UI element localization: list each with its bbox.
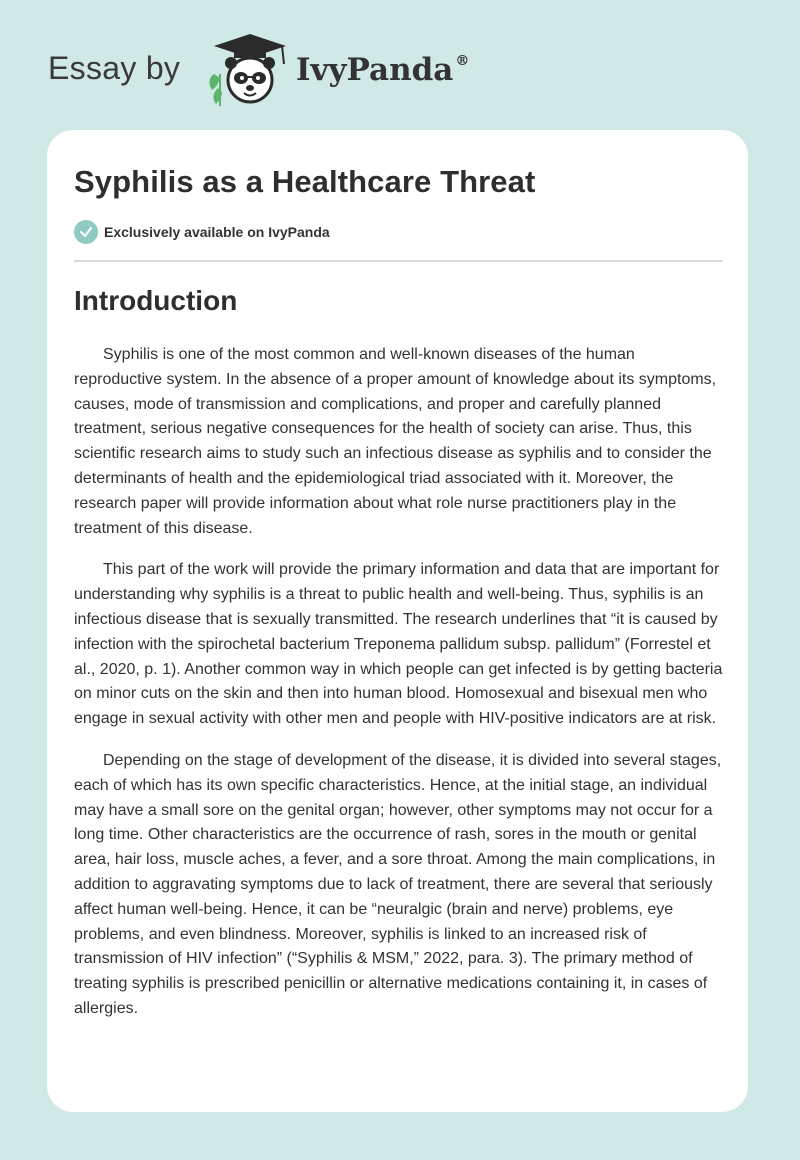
essay-by-label: Essay by [48,50,181,86]
essay-title: Syphilis as a Healthcare Threat [74,164,536,199]
paragraph: This part of the work will provide the primary information and data that are important for understanding why syphilis is a threat to public health and well-being. Thus, syphilis is an infectious disease that is sexually transmitted. The research underlines that “it is caused by infection with the spirochetal bacterium Treponema pallidum subsp. pallidum” (Forrestel et al., 2020, p. 1). Another common way in which people can get infected is by getting bacteria on minor cuts on the skin and then into human blood. Homosexual and bisexual men who engage in sexual activity with other men and people with HIV-positive indicators are at risk. [74,561,723,728]
essay-card [47,130,748,1112]
paragraph: Depending on the stage of development of the disease, it is divided into several stages, each of which has its own specific characteristics. Hence, at the initial stage, an individual may have a small sore on the genital organ; however, other symptoms may not occur for a long time. Other characteristics are the occurrence of rash, sores in the mouth or genital area, hair loss, muscle aches, a fever, and a sore throat. Among the main complications, in addition to aggravating symptoms due to lack of treatment, there are several that seriously affect human well-being. Hence, it can be “neuralgic (brain and nerve) problems, eye problems, and even blindness. Moreover, syphilis is linked to an increased risk of transmission of HIV infection” (“Syphilis & MSM,” 2022, para. 3). The primary method of treating syphilis is prescribed penicillin or alternative medications containing it, in cases of allergies. [74,751,722,1017]
section-heading: Introduction [74,285,238,316]
brand-name[interactable] [296,52,469,88]
exclusive-badge-label: Exclusively available on IvyPanda [104,224,330,240]
panda-graduate-icon[interactable] [200,30,300,110]
exclusive-badge [74,220,330,244]
check-circle-icon [74,220,98,244]
brand-label: IvyPanda [296,52,454,88]
registered-mark: ® [455,52,470,69]
paragraph: Syphilis is one of the most common and well-known diseases of the human reproductive system. In the absence of a proper amount of knowledge about its symptoms, causes, mode of transmission and complications, and proper and carefully planned treatment, serious negative consequences for the health of society can arise. Thus, this scientific research aims to study such an infectious disease as syphilis and to consider the determinants of health and the epidemiological triad associated with it. Moreover, the research paper will provide information about what role nurse practitioners play in the treatment of this disease. [74,346,717,537]
divider [74,260,723,262]
site-header [0,0,800,130]
essay-body [74,343,726,1039]
